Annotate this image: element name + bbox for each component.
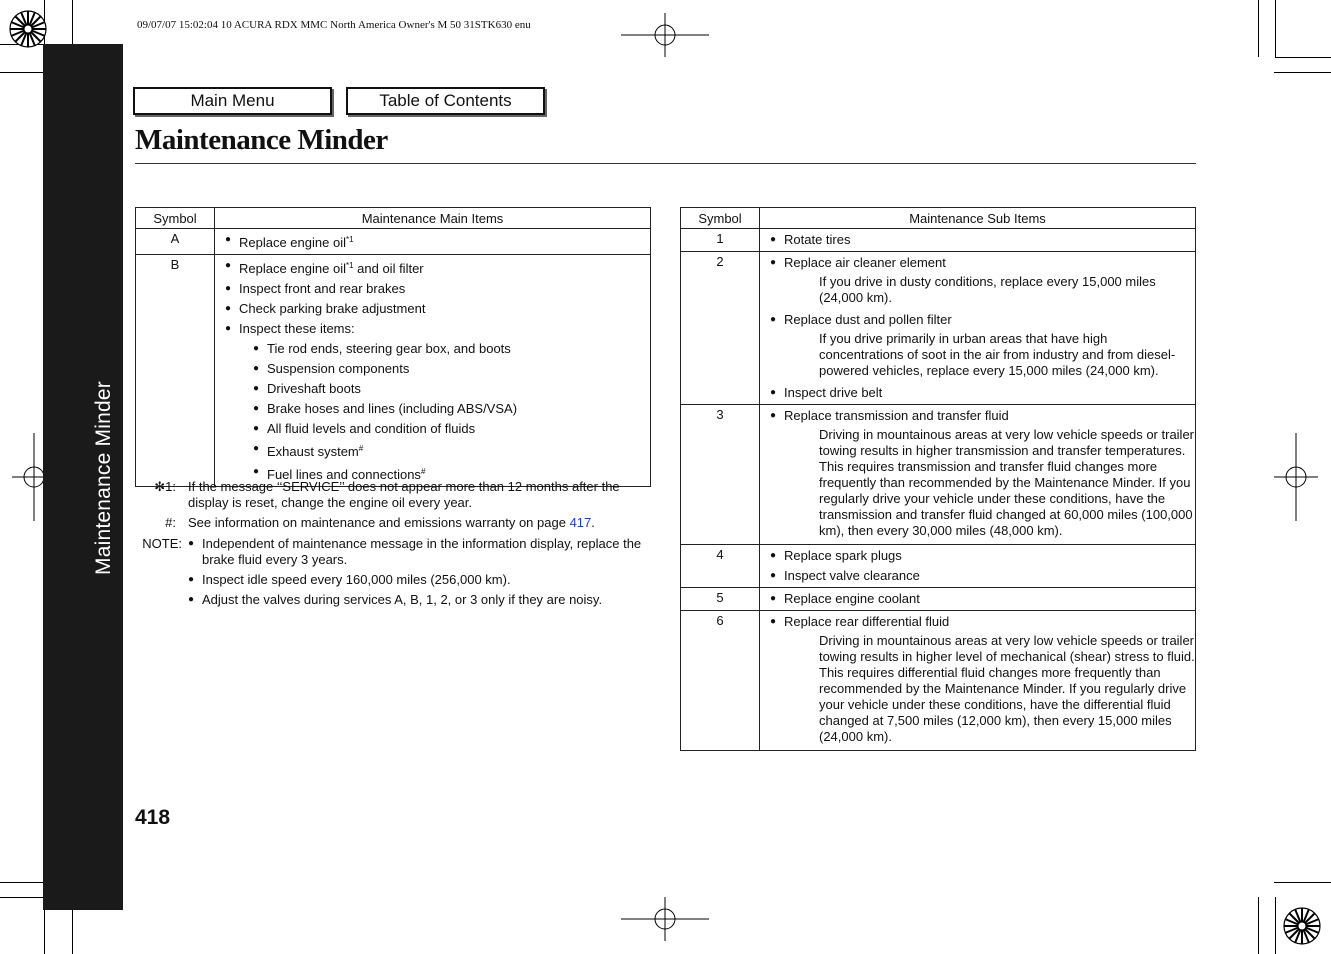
list-item: [770, 310, 1195, 330]
items-cell: [760, 545, 1196, 588]
item-text: Replace air cleaner element: [784, 255, 946, 270]
item-text: Replace engine oil: [239, 235, 346, 250]
item-note: Driving in mountainous areas at very low vehicle speeds or trailer towing results in higher transmission and transfer temperatures. This requires transmission and transfer fluid changes more frequently than recommended by the Maintenance Minder. If you regularly drive your vehicle under these conditions, have the transmission and transfer fluid changed at 60,000 miles (100,000 km), then every 30,000 miles (48,000 km).: [819, 427, 1195, 538]
list-item: [225, 319, 650, 339]
item-text: Replace rear differential fluid: [784, 614, 950, 629]
table-header-row: [136, 208, 651, 229]
page-number: 418: [135, 806, 171, 829]
footnote-text: If the message ‘‘SERVICE’’ does not appear more than 12 months after the display is reset, change the engine oil every year.: [188, 479, 620, 510]
note-label: NOTE:: [142, 536, 182, 551]
note: [138, 536, 653, 612]
items-cell: [215, 229, 651, 255]
list-item: [770, 230, 1195, 250]
table-row: [681, 229, 1196, 252]
list-item: [225, 230, 650, 253]
list-item: [770, 566, 1195, 586]
list-item: [770, 546, 1195, 566]
item-text: Exhaust system: [267, 444, 359, 459]
list-item: [225, 279, 650, 299]
registration-wheel-icon: [8, 9, 48, 49]
item-text-suffix: and oil filter: [353, 261, 424, 276]
table-row: [681, 252, 1196, 405]
footnote-marker: #: [358, 444, 364, 453]
list-item: [253, 339, 650, 359]
title-divider: [135, 163, 1196, 164]
item-text: Inspect these items:: [239, 321, 355, 336]
registration-wheel-icon: [1282, 906, 1322, 946]
page-title: Maintenance Minder: [135, 124, 388, 156]
items-cell: [215, 255, 651, 487]
crosshair-icon: [1274, 433, 1318, 521]
list-item: [770, 612, 1195, 632]
table-row: [136, 255, 651, 487]
crosshair-icon: [621, 897, 709, 941]
item-text: Replace spark plugs: [784, 548, 902, 563]
list-item: [770, 589, 1195, 609]
footnote-text: [188, 515, 653, 531]
table-row: [136, 229, 651, 255]
side-tab-label: Maintenance Minder: [92, 381, 115, 575]
items-cell: [760, 405, 1196, 545]
list-item: [253, 399, 650, 419]
item-text: Replace engine oil: [239, 261, 346, 276]
column-header: Maintenance Main Items: [215, 208, 651, 229]
item-text: Replace transmission and transfer fluid: [784, 408, 1009, 423]
symbol-cell: 2: [681, 252, 760, 405]
symbol-cell: A: [136, 229, 215, 255]
print-header: 09/07/07 15:02:04 10 ACURA RDX MMC North America Owner's M 50 31STK630 enu: [137, 19, 531, 31]
symbol-cell: 1: [681, 229, 760, 252]
column-header: Symbol: [681, 208, 760, 229]
footnote-mark: ✻1:: [154, 479, 176, 494]
item-text: All fluid levels and condition of fluids: [267, 421, 476, 436]
symbol-cell: 5: [681, 588, 760, 611]
footnote-marker: *1: [345, 235, 354, 244]
item-text: Suspension components: [267, 361, 410, 376]
symbol-cell: 6: [681, 611, 760, 751]
item-note: Driving in mountainous areas at very low vehicle speeds or trailer towing results in higher level of mechanical (shear) stress to fluid. This requires differential fluid changes more frequently than recommended by the Maintenance Minder. If you regularly drive your vehicle under these conditions, have the differential fluid changed at 7,500 miles (12,000 km), then every 15,000 miles (24,000 km).: [819, 633, 1195, 744]
list-item: [770, 406, 1195, 426]
item-text: Fuel lines and connections: [267, 467, 421, 482]
list-item: [253, 419, 650, 439]
items-cell: [760, 588, 1196, 611]
symbol-cell: 4: [681, 545, 760, 588]
items-cell: [760, 252, 1196, 405]
note-item: ● Inspect idle speed every 160,000 miles (256,000 km).: [188, 572, 653, 588]
list-item: [253, 359, 650, 379]
crosshair-icon: [621, 13, 709, 57]
item-text: Replace dust and pollen filter: [784, 312, 952, 327]
page-link[interactable]: 417: [569, 515, 592, 530]
item-text: Inspect front and rear brakes: [239, 281, 406, 296]
note-item: ● Adjust the valves during services A, B, 1, 2, or 3 only if they are noisy.: [188, 592, 653, 608]
list-item: [253, 379, 650, 399]
list-item: [225, 256, 650, 279]
table-row: [681, 588, 1196, 611]
footnote-marker: #: [420, 467, 426, 476]
item-text: Tie rod ends, steering gear box, and boots: [267, 341, 511, 356]
main-menu-button[interactable]: Main Menu: [133, 87, 332, 115]
column-header: Symbol: [136, 208, 215, 229]
item-text: Driveshaft boots: [267, 381, 361, 396]
table-row: [681, 405, 1196, 545]
footnote-marker: *1: [345, 261, 354, 270]
items-cell: [760, 611, 1196, 751]
list-item: [225, 299, 650, 319]
items-cell: [760, 229, 1196, 252]
symbol-cell: 3: [681, 405, 760, 545]
main-items-table: [135, 207, 651, 487]
footnote: [138, 479, 653, 511]
footnote-mark: #:: [165, 515, 176, 530]
item-note: If you drive in dusty conditions, replace every 15,000 miles (24,000 km).: [819, 274, 1156, 305]
footnote-period: .: [591, 515, 595, 530]
item-text: Rotate tires: [784, 232, 851, 247]
sub-items-table: [680, 207, 1196, 751]
item-note: If you drive primarily in urban areas that have high concentrations of soot in the air from industry and from diesel-powered vehicles, replace every 15,000 miles (24,000 km).: [819, 331, 1176, 378]
footnote: [138, 515, 653, 531]
note-item: ● Independent of maintenance message in the information display, replace the brake fluid every 3 years.: [188, 536, 653, 568]
item-text: Inspect valve clearance: [784, 568, 920, 583]
list-item: [253, 439, 650, 462]
item-text: Inspect drive belt: [784, 385, 883, 400]
column-header: Maintenance Sub Items: [760, 208, 1196, 229]
table-row: [681, 545, 1196, 588]
list-item: [770, 253, 1195, 273]
item-text: Brake hoses and lines (including ABS/VSA): [267, 401, 518, 416]
list-item: [770, 383, 1195, 403]
footnotes: [138, 479, 653, 612]
item-text: Check parking brake adjustment: [239, 301, 426, 316]
symbol-cell: B: [136, 255, 215, 487]
table-row: [681, 611, 1196, 751]
footnote-text-body: See information on maintenance and emissions warranty on page: [188, 515, 570, 530]
item-text: Replace engine coolant: [784, 591, 920, 606]
table-header-row: [681, 208, 1196, 229]
table-of-contents-button[interactable]: Table of Contents: [346, 87, 545, 115]
